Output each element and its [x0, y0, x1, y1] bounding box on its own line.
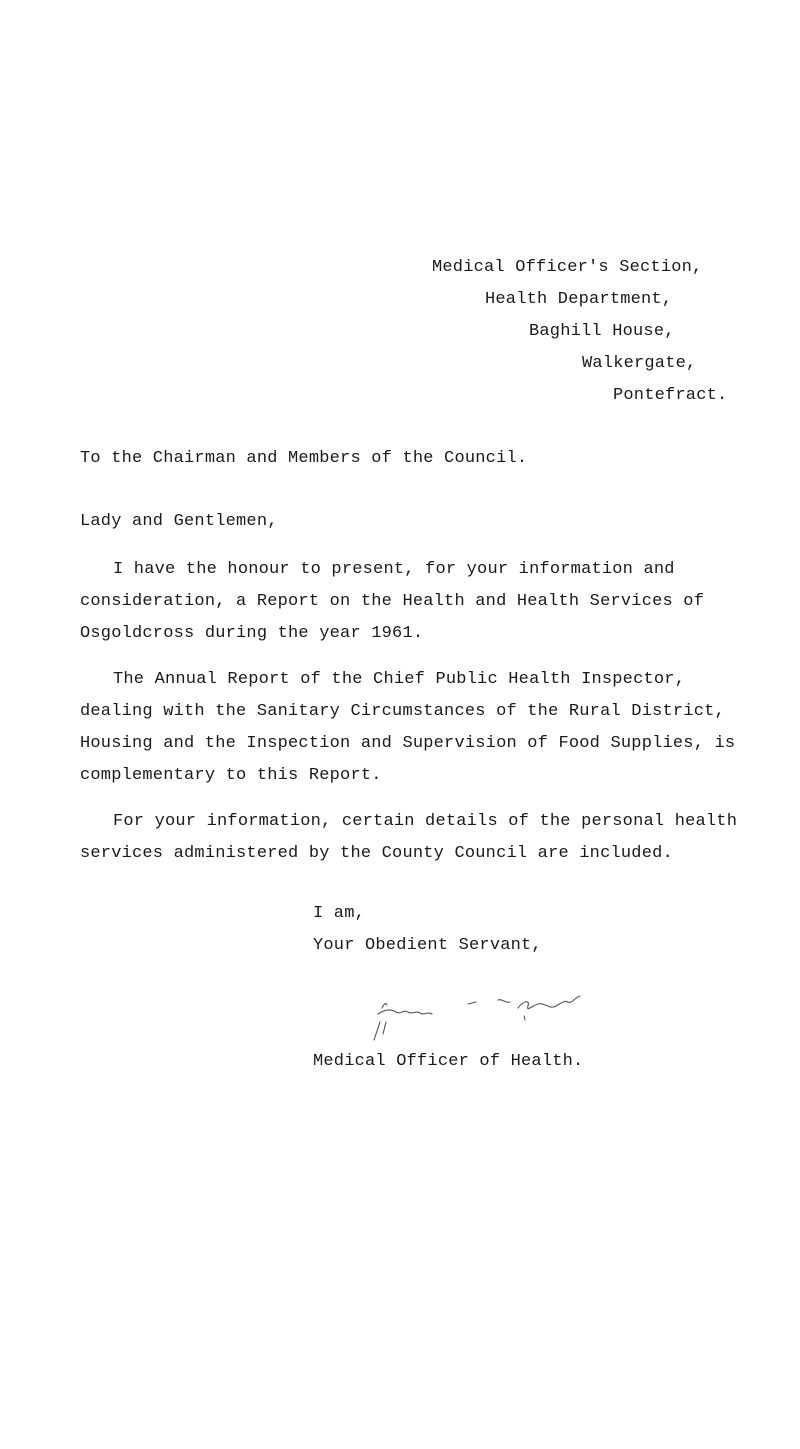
paragraph-2-line-3: Housing and the Inspection and Supervision of Food Supplies, is [80, 734, 736, 753]
handwritten-signature [368, 986, 708, 1046]
paragraph-1-line-2: consideration, a Report on the Health and Health Services of [80, 592, 705, 611]
paragraph-1-line-1: I have the honour to present, for your information and [113, 560, 675, 579]
closing-line-1: I am, [313, 904, 366, 923]
address-line-4: Walkergate, [582, 354, 697, 373]
paragraph-1-line-3: Osgoldcross during the year 1961. [80, 624, 424, 643]
paragraph-2-line-2: dealing with the Sanitary Circumstances of the Rural District, [80, 702, 725, 721]
address-line-2: Health Department, [485, 290, 673, 309]
paragraph-2-line-1: The Annual Report of the Chief Public Health Inspector, [113, 670, 686, 689]
salutation: Lady and Gentlemen, [80, 512, 278, 531]
closing-line-2: Your Obedient Servant, [313, 936, 542, 955]
paragraph-2-line-4: complementary to this Report. [80, 766, 382, 785]
paragraph-3-line-1: For your information, certain details of the personal health [113, 812, 738, 831]
signature-title: Medical Officer of Health. [313, 1052, 584, 1071]
paragraph-3-line-2: services administered by the County Council are included. [80, 844, 673, 863]
address-line-1: Medical Officer's Section, [432, 258, 703, 277]
addressee: To the Chairman and Members of the Council. [80, 449, 528, 468]
address-line-5: Pontefract. [613, 386, 728, 405]
address-line-3: Baghill House, [529, 322, 675, 341]
